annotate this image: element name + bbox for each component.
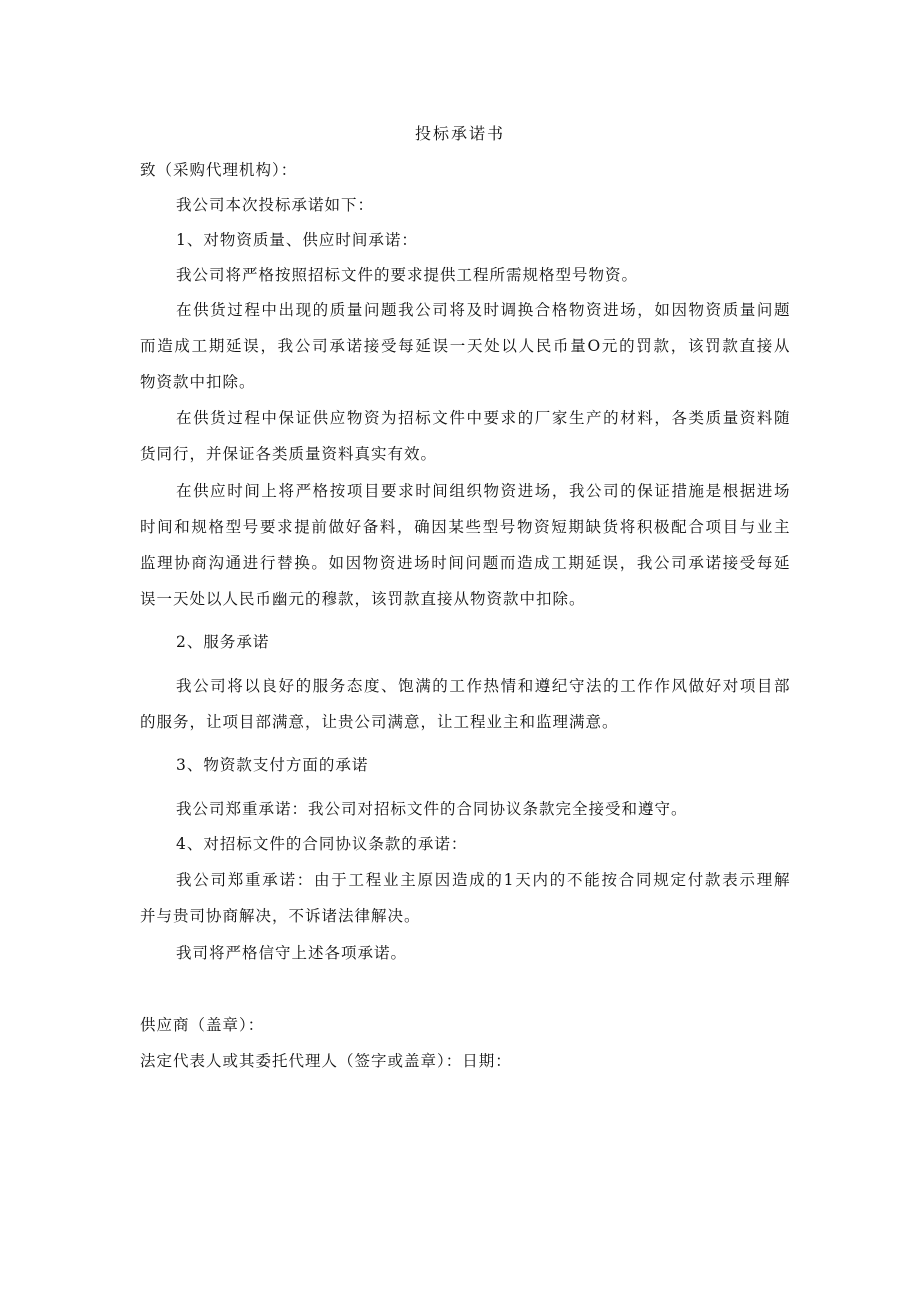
representative-signature-label: 法定代表人或其委托代理人（签字或盖章）：日期： — [140, 1052, 512, 1070]
section-3-paragraph: 我公司郑重承诺：我公司对招标文件的合同协议条款完全接受和遵守。 — [176, 800, 688, 818]
section-1-paragraph-4-line-1: 在供应时间上将严格按项目要求时间组织物资进场，我公司的保证措施是根据进场 — [176, 482, 790, 500]
section-1-paragraph-1: 我公司将严格按照招标文件的要求提供工程所需规格型号物资。 — [176, 266, 639, 284]
section-3-heading: 3、物资款支付方面的承诺 — [176, 756, 369, 774]
section-2-heading: 2、服务承诺 — [176, 633, 270, 651]
section-1-paragraph-4-line-3: 监理协商沟通进行替换。如因物资进场时间问题而造成工期延误，我公司承诺接受每延 — [140, 554, 790, 572]
section-1-paragraph-2-line-2: 而造成工期延误，我公司承诺接受每延误一天处以人民币量O元的罚款，该罚款直接从 — [140, 337, 790, 355]
section-1-paragraph-2-line-1: 在供货过程中出现的质量问题我公司将及时调换合格物资进场，如因物资质量问题 — [176, 301, 790, 319]
section-1-paragraph-3-line-2: 货同行，并保证各类质量资料真实有效。 — [140, 445, 438, 463]
section-2-paragraph-line-2: 的服务，让项目部满意，让贵公司满意，让工程业主和监理满意。 — [140, 713, 619, 731]
section-4-paragraph-line-1: 我公司郑重承诺：由于工程业主原因造成的1天内的不能按合同规定付款表示理解 — [176, 871, 790, 889]
section-4-paragraph-line-2: 并与贵司协商解决，不诉诸法律解决。 — [140, 907, 421, 925]
section-1-paragraph-2-line-3: 物资款中扣除。 — [140, 373, 256, 391]
section-1-paragraph-4-line-4: 误一天处以人民币幽元的穆款，该罚款直接从物资款中扣除。 — [140, 590, 586, 608]
section-1-heading: 1、对物资质量、供应时间承诺： — [176, 231, 418, 249]
salutation: 致（采购代理机构）： — [140, 161, 298, 179]
closing-statement: 我司将严格信守上述各项承诺。 — [176, 944, 408, 962]
section-1-paragraph-3-line-1: 在供货过程中保证供应物资为招标文件中要求的厂家生产的材料，各类质量资料随 — [176, 409, 790, 427]
document-title: 投标承诺书 — [414, 124, 505, 143]
intro-text: 我公司本次投标承诺如下： — [176, 196, 375, 214]
section-1-paragraph-4-line-2: 时间和规格型号要求提前做好备料，确因某些型号物资短期缺货将积极配合项目与业主 — [140, 518, 790, 536]
supplier-seal-label: 供应商（盖章）： — [140, 1016, 265, 1034]
section-4-heading: 4、对招标文件的合同协议条款的承诺： — [176, 835, 468, 853]
section-2-paragraph-line-1: 我公司将以良好的服务态度、饱满的工作热情和遵纪守法的工作作风做好对项目部 — [176, 677, 790, 695]
